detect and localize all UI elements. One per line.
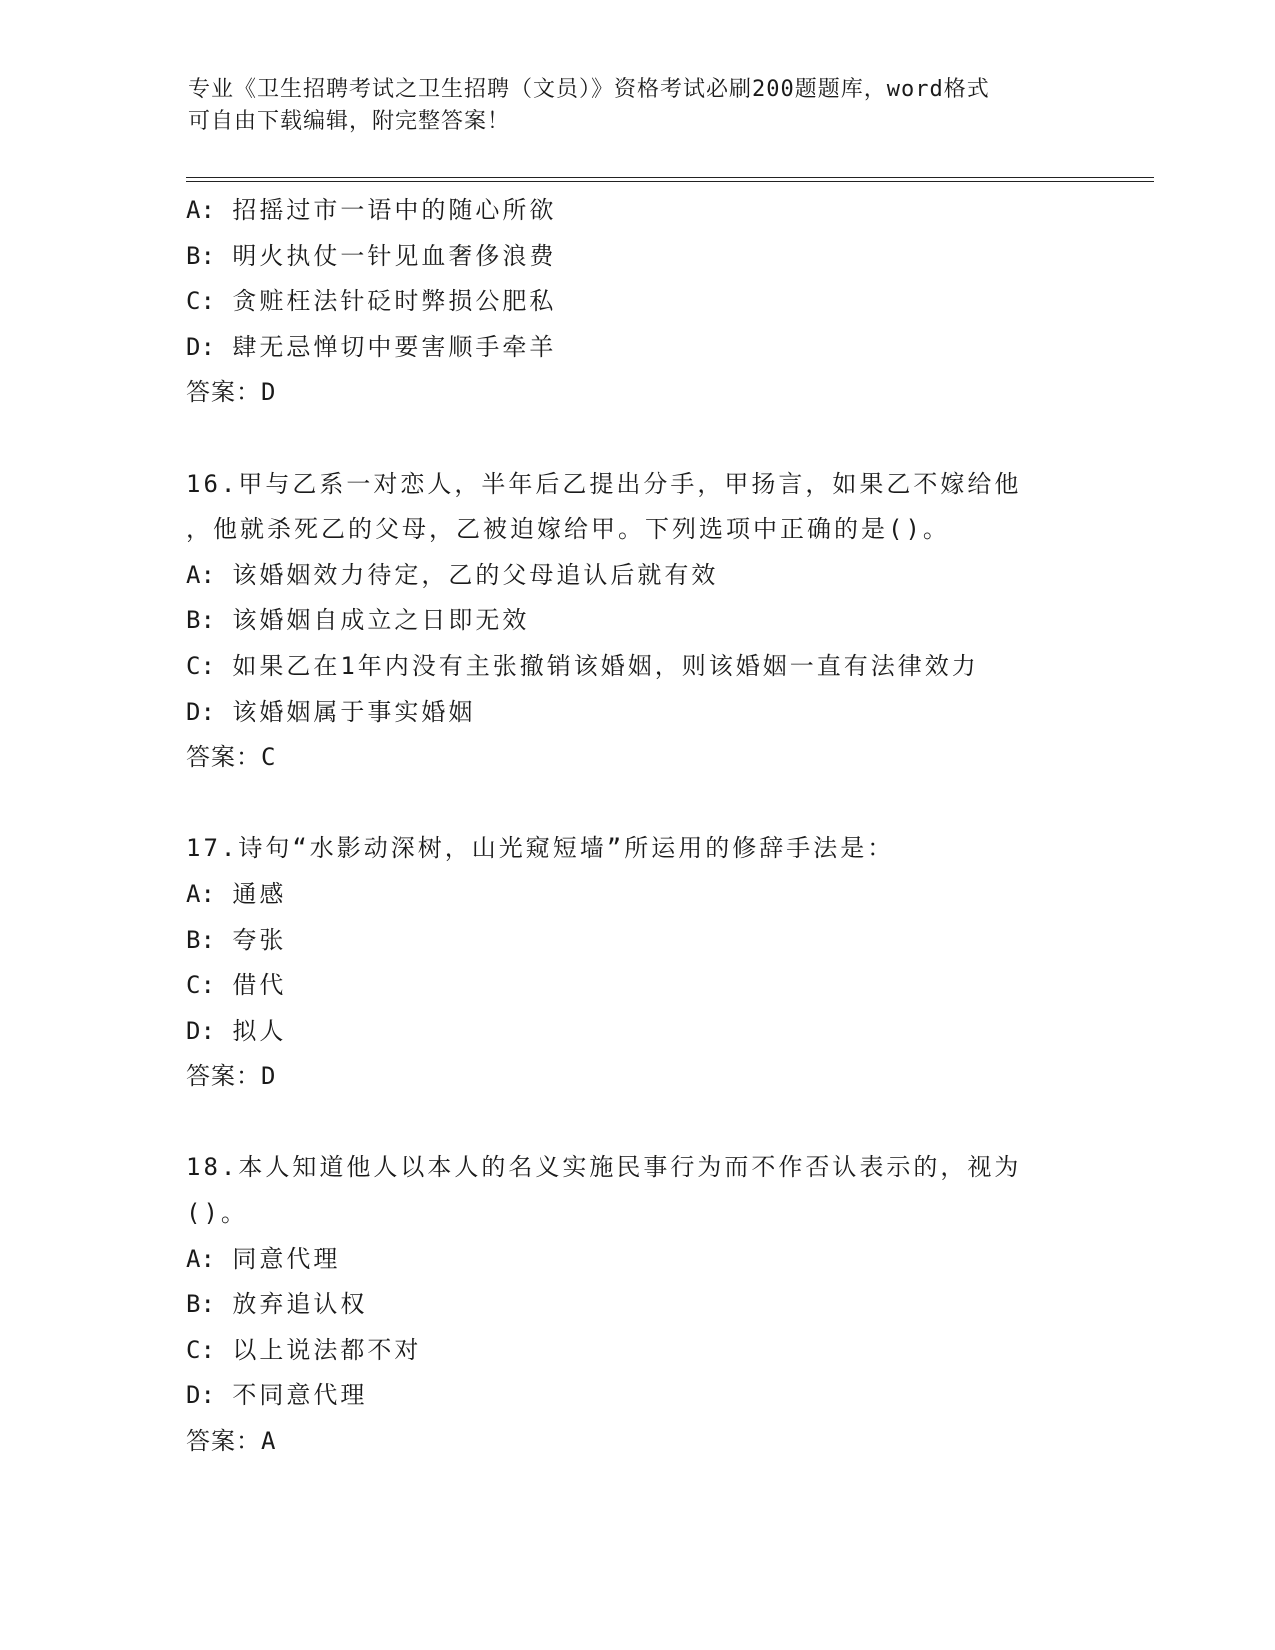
option-letter: A: [186, 879, 215, 908]
option-letter: A: [186, 1244, 215, 1273]
option-text: 该婚姻效力待定，乙的父母追认后就有效 [232, 560, 719, 589]
option-letter: B: [186, 1290, 215, 1319]
option-letter: D: [186, 1381, 215, 1410]
option-c [186, 1328, 1086, 1374]
option-letter: A: [186, 560, 215, 589]
option-text: 同意代理 [232, 1244, 341, 1273]
option-d [186, 325, 1086, 371]
option-letter: C: [186, 1335, 215, 1364]
option-text: 借代 [232, 971, 287, 1000]
spacer [186, 416, 1086, 462]
option-text: 明火执仗一针见血奢侈浪费 [232, 241, 557, 270]
option-text: 放弃追认权 [232, 1290, 368, 1319]
option-text: 如果乙在1年内没有主张撤销该婚姻，则该婚姻一直有法律效力 [232, 651, 979, 680]
option-text: 肆无忌惮切中要害顺手牵羊 [232, 332, 557, 361]
option-b [186, 1282, 1086, 1328]
option-b [186, 918, 1086, 964]
option-letter: C: [186, 287, 215, 316]
page-header [188, 74, 1088, 138]
answer-line: 答案：D [186, 378, 277, 407]
header-divider [186, 177, 1154, 182]
option-text: 以上说法都不对 [232, 1335, 422, 1364]
question-stem-line: ()。 [186, 1199, 248, 1228]
option-letter: B: [186, 925, 215, 954]
option-text: 该婚姻属于事实婚姻 [232, 697, 476, 726]
option-letter: B: [186, 606, 215, 635]
option-c [186, 279, 1086, 325]
spacer [186, 1100, 1086, 1146]
option-a [186, 1237, 1086, 1283]
option-text: 招摇过市一语中的随心所欲 [232, 196, 557, 224]
option-a [186, 188, 1086, 234]
option-c [186, 644, 1086, 690]
option-text: 贪赃枉法针砭时弊损公肥私 [232, 287, 557, 316]
option-letter: C: [186, 971, 215, 1000]
option-text: 不同意代理 [232, 1381, 368, 1410]
question-block-17 [186, 826, 1086, 1100]
question-stem-line: 18.本人知道他人以本人的名义实施民事行为而不作否认表示的，视为 [186, 1153, 1022, 1182]
option-b [186, 234, 1086, 280]
option-b [186, 598, 1086, 644]
option-text: 夸张 [232, 925, 287, 954]
option-letter: D: [186, 1016, 215, 1045]
spacer [186, 781, 1086, 827]
answer-line: 答案：D [186, 1062, 277, 1091]
option-c [186, 963, 1086, 1009]
option-a [186, 553, 1086, 599]
option-d [186, 1009, 1086, 1055]
option-letter: A: [186, 196, 215, 224]
question-block-16 [186, 462, 1086, 781]
option-text: 通感 [232, 879, 287, 908]
question-stem-line: 17.诗句“水影动深树，山光窥短墙”所运用的修辞手法是： [186, 834, 895, 863]
option-d [186, 690, 1086, 736]
header-title-line-2: 可自由下载编辑，附完整答案！ [188, 109, 511, 134]
answer-line: 答案：A [186, 1427, 277, 1456]
option-text: 该婚姻自成立之日即无效 [232, 606, 530, 635]
question-stem-line: 16.甲与乙系一对恋人，半年后乙提出分手，甲扬言，如果乙不嫁给他 [186, 469, 1022, 498]
question-block-18 [186, 1145, 1086, 1464]
option-text: 拟人 [232, 1016, 287, 1045]
option-letter: B: [186, 241, 215, 270]
option-letter: C: [186, 651, 215, 680]
question-stem-line: ，他就杀死乙的父母，乙被迫嫁给甲。下列选项中正确的是()。 [186, 515, 950, 544]
question-list [186, 188, 1086, 1465]
option-a [186, 872, 1086, 918]
header-title-line-1: 专业《卫生招聘考试之卫生招聘（文员）》资格考试必刷200题题库，word格式 [188, 77, 990, 102]
option-letter: D: [186, 697, 215, 726]
option-d [186, 1373, 1086, 1419]
question-block-15 [186, 188, 1086, 416]
option-letter: D: [186, 332, 215, 361]
answer-line: 答案：C [186, 743, 277, 772]
